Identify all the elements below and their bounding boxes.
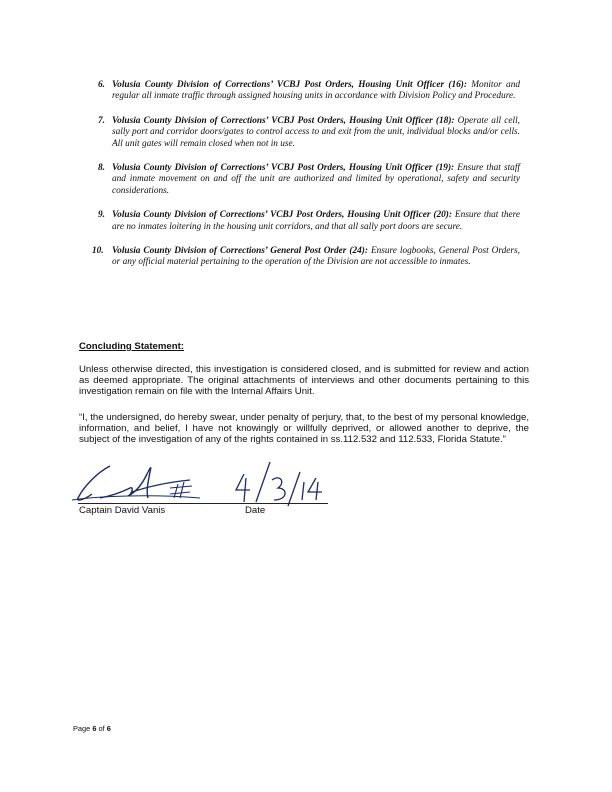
concluding-paragraph: Unless otherwise directed, this investigation is considered closed, and is submitted for review and action as deemed appropriate. The original attachments of interviews and other documents pertaining to this investigation remain on file with the Internal Affairs Unit. xyxy=(79,364,529,398)
order-text: Ensure logbooks, General Post Orders, or any official material pertaining to the operation of the Division are not accessible to inmates. xyxy=(112,246,520,268)
handwritten-date xyxy=(230,456,330,508)
signature-block xyxy=(70,452,340,522)
order-item-9 xyxy=(98,210,520,233)
order-heading: Volusia County Division of Corrections’ VCBJ Post Orders, Housing Unit Officer xyxy=(112,115,436,126)
signature-line xyxy=(78,503,263,504)
page-number: 6 xyxy=(92,724,97,733)
order-label: (19): xyxy=(435,163,458,174)
order-heading: Volusia County Division of Corrections’ VCBJ Post Orders, Housing Unit Officer xyxy=(112,210,434,221)
order-label: (20): xyxy=(433,210,455,221)
order-heading: Volusia County Division of Corrections’ VCBJ Post Orders, Housing Unit Officer xyxy=(112,80,449,90)
order-label: (16): xyxy=(448,80,472,90)
order-item-10 xyxy=(92,246,520,269)
footer-prefix: Page xyxy=(73,724,93,733)
order-text: Ensure that staff and inmate movement on and off the unit are authorized and limited by operational, safety and security considerations. xyxy=(112,163,520,196)
page-total: 6 xyxy=(106,724,111,733)
date-line xyxy=(240,503,328,504)
order-item-8 xyxy=(98,163,520,197)
order-text: Monitor and regular all inmate traffic through assigned housing units in accordance with Division Policy and Procedure. xyxy=(112,80,521,102)
order-number: 9. xyxy=(98,210,105,221)
order-item-7 xyxy=(98,115,521,150)
order-item-6 xyxy=(98,80,521,103)
signer-name: Captain David Vanis xyxy=(79,505,166,516)
order-number: 10. xyxy=(92,246,104,257)
order-text: Operate all cell, sally port and corridor doors/gates to control access to and exit from the unit, individual blocks and/or cells. All unit gates will remain closed when not in use. xyxy=(112,115,521,149)
footer-of: of xyxy=(96,724,107,733)
order-heading: Volusia County Division of Corrections’ VCBJ Post Orders, Housing Unit Officer xyxy=(112,163,436,174)
sworn-statement: “I, the undersigned, do hereby swear, under penalty of perjury, that, to the best of my personal knowledge, information, and belief, I have not knowingly or willfully deprived, or allowed another to deprive, the subject of the investigation of any of the rights contained in ss.112.532 and 112.533, Florida Statute.” xyxy=(79,412,529,446)
order-number: 7. xyxy=(98,115,105,126)
order-text: Ensure that there are no inmates loitering in the housing unit corridors, and that all sally port doors are secure. xyxy=(112,210,520,232)
order-label: (18): xyxy=(435,115,458,126)
order-number: 6. xyxy=(98,80,105,90)
order-number: 8. xyxy=(98,163,105,174)
concluding-heading: Concluding Statement: xyxy=(79,341,184,352)
order-heading: Volusia County Division of Corrections’ General Post Order (24): xyxy=(112,246,371,257)
date-label: Date xyxy=(245,505,266,516)
handwritten-signature xyxy=(70,452,220,504)
post-orders-list xyxy=(92,80,521,282)
page-footer xyxy=(73,724,111,733)
